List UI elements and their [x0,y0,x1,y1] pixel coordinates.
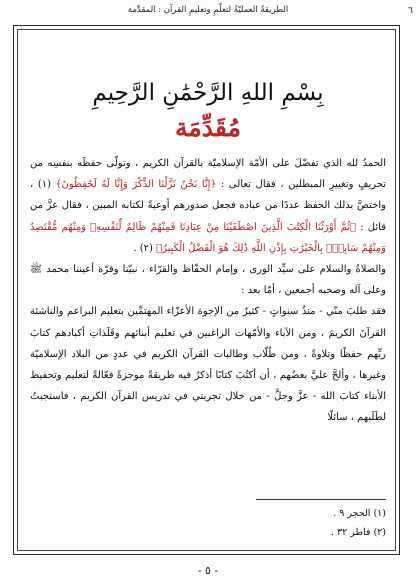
page-title: مُقَدِّمَة [175,113,241,142]
text-run: (٢) . [133,242,157,254]
page-number: - ٥ - [197,564,219,577]
paragraph-2: والصلاةُ والسلام على سيِّد الورى ، وإمام الحفّاظ والقرّاء ، نبيّنا وقرّة أعيننا محمد ﷺ وعلى آله وصحبه أجمعين ، أمّا بعد : [30,264,386,297]
basmala: بِسْمِ اللهِ الرَّحْمَٰنِ الرَّحِيمِ [92,80,324,106]
page-corner-number: ٦ [408,6,413,16]
footnotes [186,504,386,542]
quran-verse-2: ﴿ثُمَّ أَوْرَثْنَا الْكِتَٰبَ الَّذِينَ اصْطَفَيْنَا مِنْ عِبَادِنَا فَمِنْهُمْ ظَالِمٌ لِّنَفْسِهِۦ وَمِنْهُم مُّقْتَصِدٌ وَمِنْهُمْ سَابِقٌۢ بِالْخَيْرَٰتِ بِإِذْنِ اللَّهِ ذَٰلِكَ هُوَ الْفَضْلُ الْكَبِيرُ﴾ [30,221,386,254]
footnote: (١) الحجر ٩ . [333,508,386,519]
quran-verse-1: ﴿إِنَّا نَحْنُ نَزَّلْنَا الذِّكْرَ وَإِنَّا لَهُ لَحَٰفِظُونَ﴾ [55,179,217,191]
body-text [30,153,386,429]
footnote-separator [256,499,386,500]
running-header: الطريقةُ العمليّةُ لتعلّمِ وتعليمِ القرآن : المقدِّمة [127,5,289,15]
paragraph-3: فقد طلبَ منّي - منذُ سنواتٍ - كثيرٌ من الإخوة الأعزّاء المهتمِّين بتعليم البراعم والناشئة القرآنَ الكريمَ ، ومن الآباء والأمّهات الراغبين في تعليم أبنائهم وفَلَذاتِ أكبادهم كتابَ ربِّهم حفظًا وتلاوةً ، ومن طُلّاب وطالبات القرآن الكريم في عددٍ من البلاد الإسلاميّة وغيرها ، وألحَّ عليَّ بعضُهم ، أن أكتُبَ كتابًا أذكرُ فيه طريقةً موجزةً فعّالةً لتعليم وتحفيظ الأبناء كتابَ الله - عزَّ وجلَّ - من خلال تجربتي في تدريس القرآن الكريم ، فاستجبتُ لطَلَبهم ، سائلًا [30,306,386,424]
text-run: الحمدُ لله الذي تفضّلَ على الأمّة الإسلاميّة بالقرآن الكريم ، وتولّى حفظَه بنفسِه من تحريفٍ وتغييرِ المبطلين ، فقال تعالى : [30,158,386,191]
paragraph-1 [30,153,386,259]
footnote: (٢) فاطر ٣٢ . [330,527,386,538]
text-run: (١) ، واختصَّ بذلك الحفظ عددًا من عباده فجعل صدورهم أوعيةً لكتابه المبين ، فقال عزَّ من قائل : [30,179,386,233]
